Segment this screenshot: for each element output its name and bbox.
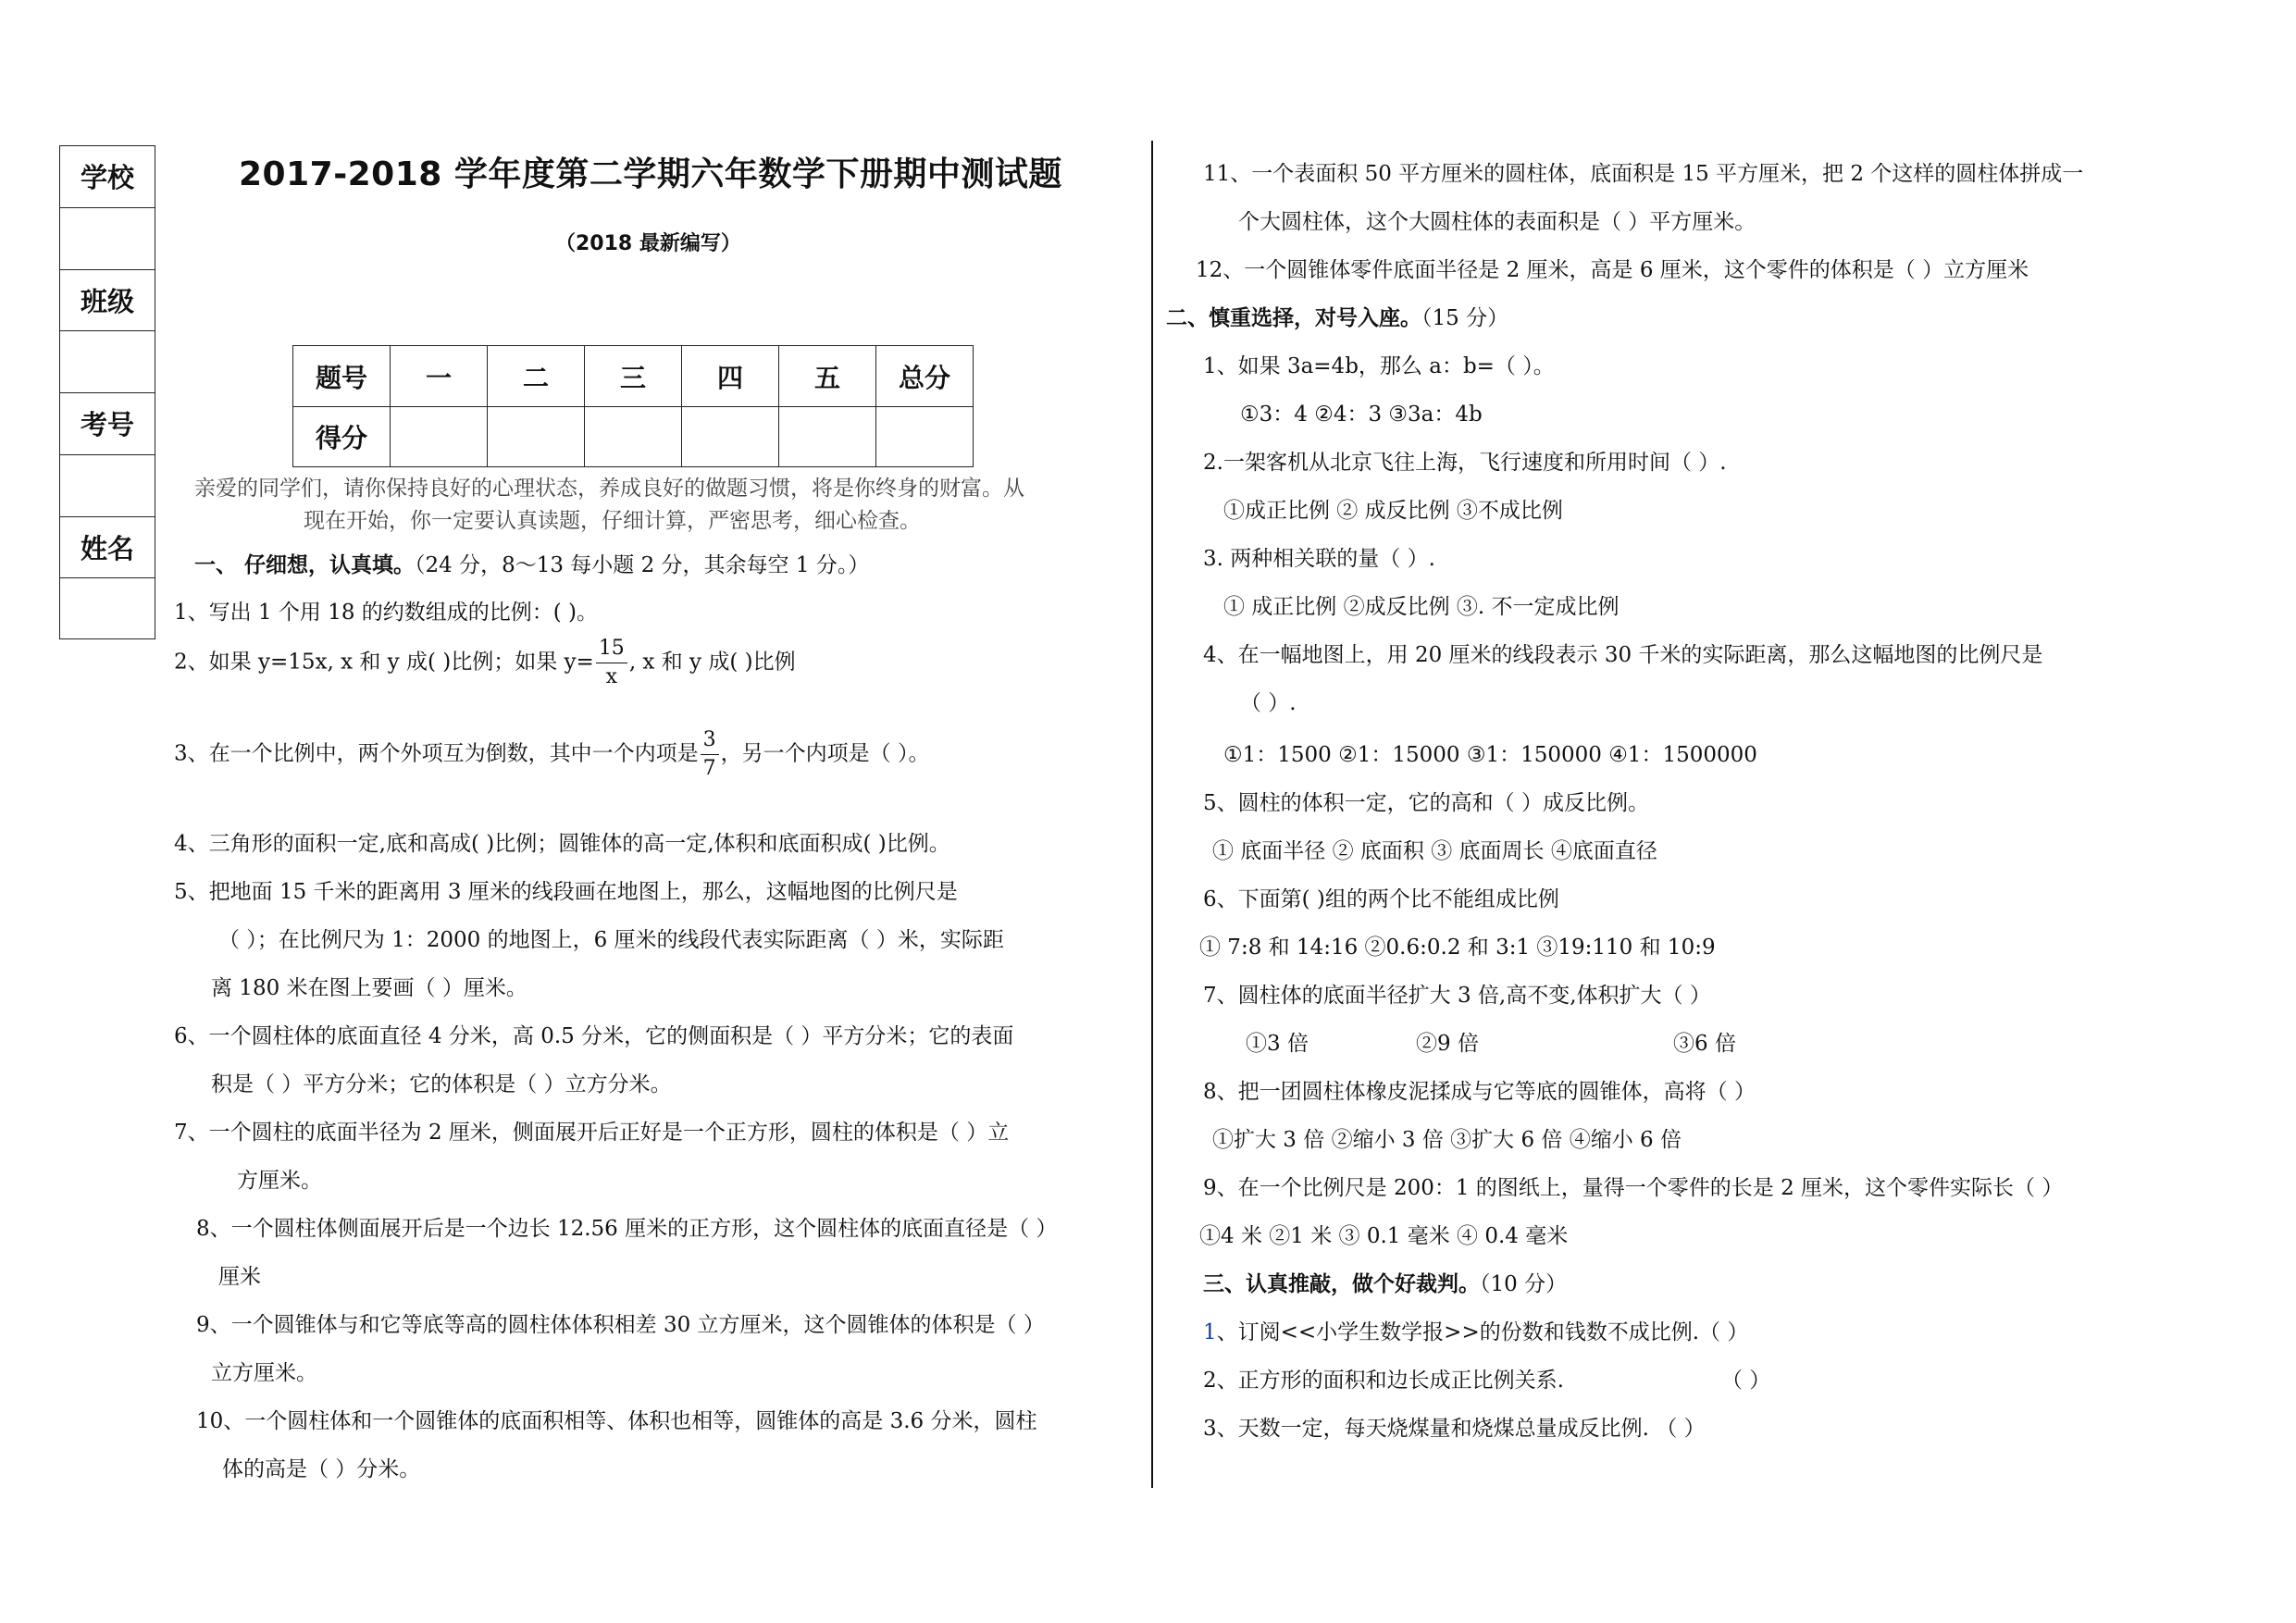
question-2-3-options: ① 成正比例 ②成反比例 ③. 不一定成比例	[1223, 595, 1620, 619]
question-1-1: 1、写出 1 个用 18 的约数组成的比例：( )。	[174, 601, 599, 625]
question-1-5-line-3: 离 180 米在图上要画（ ）厘米。	[211, 976, 527, 1000]
page-title: 2017-2018 学年度第二学期六年数学下册期中测试题	[239, 155, 1062, 193]
question-1-2-text-a: 2、如果 y=15x, x 和 y 成( )比例；如果 y=	[174, 650, 594, 675]
question-1-10-line-2: 体的高是（ ）分米。	[222, 1457, 421, 1481]
question-1-3-text-a: 3、在一个比例中，两个外项互为倒数，其中一个内项是	[174, 741, 699, 766]
score-entry-cell[interactable]	[488, 407, 585, 467]
question-2-7: 7、圆柱体的底面半径扩大 3 倍,高不变,体积扩大（ ）	[1203, 984, 1711, 1008]
question-2-8-options: ①扩大 3 倍 ②缩小 3 倍 ③扩大 6 倍 ④缩小 6 倍	[1212, 1128, 1682, 1152]
name-label: 姓名	[60, 517, 155, 579]
school-label: 学校	[60, 146, 155, 208]
question-3-1-number: 1	[1203, 1320, 1217, 1344]
column-divider	[1151, 141, 1153, 1488]
question-2-8: 8、把一团圆柱体橡皮泥揉成与它等底的圆锥体，高将（ ）	[1203, 1080, 1756, 1104]
question-2-6: 6、下面第( )组的两个比不能组成比例	[1203, 887, 1559, 911]
section-1-heading	[194, 548, 869, 578]
class-field[interactable]	[60, 331, 155, 393]
question-1-6-line-2: 积是（ ）平方分米；它的体积是（ ）立方分米。	[211, 1072, 672, 1096]
score-table-cell: 题号	[293, 346, 391, 407]
section-2-note: （15 分）	[1421, 306, 1509, 330]
fraction-15-over-x	[596, 638, 627, 688]
class-label: 班级	[60, 270, 155, 332]
question-1-3-text-b: ，另一个内项是（ ）。	[720, 741, 930, 766]
student-info-box	[59, 145, 155, 639]
question-2-4-blank: （ ）.	[1240, 691, 1297, 715]
question-1-8-line-2: 厘米	[218, 1265, 261, 1289]
score-entry-cell[interactable]	[391, 407, 488, 467]
score-table-cell: 三	[585, 346, 682, 407]
question-2-5-options: ① 底面半径 ② 底面积 ③ 底面周长 ④底面直径	[1212, 839, 1657, 863]
score-table-cell: 四	[682, 346, 779, 407]
score-table	[292, 345, 974, 467]
section-1-title: 一、 仔细想，认真填。	[194, 553, 416, 577]
question-2-3: 3. 两种相关联的量（ ）.	[1203, 547, 1435, 571]
score-entry-cell[interactable]	[585, 407, 682, 467]
question-3-2: 2、正方形的面积和边长成正比例关系.	[1203, 1369, 1564, 1393]
score-table-cell: 五	[779, 346, 876, 407]
question-2-4-options: ①1：1500 ②1：15000 ③1：150000 ④1：1500000	[1223, 743, 1757, 767]
question-3-2-blank: （ ）	[1721, 1369, 1771, 1393]
question-1-2-text-b: , x 和 y 成( )比例	[628, 650, 796, 675]
section-2-heading	[1166, 301, 1508, 331]
question-1-3	[174, 730, 929, 779]
exam-number-field[interactable]	[60, 455, 155, 517]
fraction-numerator: 3	[701, 730, 719, 755]
question-1-5-line-2: （ ）；在比例尺为 1：2000 的地图上，6 厘米的线段代表实际距离（ ）米，实际距	[218, 928, 1004, 952]
score-entry-cell[interactable]	[779, 407, 876, 467]
question-1-7-line-2: 方厘米。	[237, 1169, 322, 1193]
question-2-7-option-2: ②9 倍	[1416, 1032, 1479, 1056]
question-1-11-line-2: 个大圆柱体，这个大圆柱体的表面积是（ ）平方厘米。	[1238, 210, 1756, 234]
score-table-cell: 得分	[293, 407, 391, 467]
question-2-6-options: ① 7:8 和 14:16 ②0.6:0.2 和 3:1 ③19:110 和 10:9	[1199, 935, 1716, 960]
question-2-7-option-1: ①3 倍	[1246, 1032, 1309, 1056]
question-1-8-line-1: 8、一个圆柱体侧面展开后是一个边长 12.56 厘米的正方形，这个圆柱体的底面直径是（ ）	[196, 1217, 1058, 1241]
question-3-1-text: 、订阅<<小学生数学报>>的份数和钱数不成比例.（ ）	[1216, 1320, 1749, 1344]
section-2-title: 二、慎重选择，对号入座。	[1166, 306, 1421, 330]
section-3-heading	[1203, 1267, 1567, 1297]
question-2-1-options: ①3：4 ②4：3 ③3a：4b	[1240, 403, 1483, 427]
score-table-score-row	[293, 407, 974, 467]
section-3-title: 三、认真推敲，做个好裁判。	[1203, 1272, 1480, 1296]
intro-line-1: 亲爱的同学们，请你保持良好的心理状态，养成良好的做题习惯，将是你终身的财富。从	[194, 477, 1024, 501]
question-1-9-line-2: 立方厘米。	[211, 1361, 317, 1385]
question-1-5-line-1: 5、把地面 15 千米的距离用 3 厘米的线段画在地图上，那么，这幅地图的比例尺是	[174, 880, 958, 904]
fraction-denominator: 7	[702, 757, 716, 780]
score-table-cell: 一	[391, 346, 488, 407]
question-1-4: 4、三角形的面积一定,底和高成( )比例；圆锥体的高一定,体积和底面积成( )比例。	[174, 832, 950, 856]
section-3-note: （10 分）	[1480, 1272, 1568, 1296]
question-2-2: 2.一架客机从北京飞往上海，飞行速度和所用时间（ ）.	[1203, 451, 1727, 475]
question-2-5: 5、圆柱的体积一定，它的高和（ ）成反比例。	[1203, 791, 1649, 815]
question-2-4: 4、在一幅地图上，用 20 厘米的线段表示 30 千米的实际距离，那么这幅地图的比例尺是	[1203, 643, 2043, 667]
question-1-10-line-1: 10、一个圆柱体和一个圆锥体的底面积相等、体积也相等，圆锥体的高是 3.6 分米，圆柱	[196, 1409, 1037, 1433]
question-3-3: 3、天数一定，每天烧煤量和烧煤总量成反比例. （ ）	[1203, 1417, 1706, 1441]
score-entry-cell[interactable]	[682, 407, 779, 467]
intro-line-2: 现在开始，你一定要认真读题，仔细计算，严密思考，细心检查。	[304, 509, 921, 533]
name-field[interactable]	[60, 578, 155, 640]
fraction-numerator: 15	[596, 638, 627, 663]
question-1-7-line-1: 7、一个圆柱的底面半径为 2 厘米，侧面展开后正好是一个正方形，圆柱的体积是（ ）立	[174, 1121, 1010, 1145]
question-2-7-option-3: ③6 倍	[1673, 1032, 1736, 1056]
section-1-note: （24 分，8～13 每小题 2 分，其余每空 1 分。）	[415, 553, 870, 577]
question-1-2	[174, 638, 796, 688]
score-table-header-row	[293, 346, 974, 407]
page-subtitle: （2018 最新编写）	[555, 232, 741, 255]
question-1-6-line-1: 6、一个圆柱体的底面直径 4 分米，高 0.5 分米，它的侧面积是（ ）平方分米；它的表面	[174, 1024, 1014, 1048]
question-2-9: 9、在一个比例尺是 200：1 的图纸上，量得一个零件的长是 2 厘米，这个零件实际长（ ）	[1203, 1176, 2064, 1200]
question-1-11-line-1: 11、一个表面积 50 平方厘米的圆柱体，底面积是 15 平方厘米，把 2 个这样的圆柱体拼成一	[1203, 162, 2084, 186]
question-2-1: 1、如果 3a=4b，那么 a：b=（ ）。	[1203, 354, 1555, 378]
exam-number-label: 考号	[60, 393, 155, 455]
fraction-denominator: x	[605, 665, 618, 688]
school-field[interactable]	[60, 208, 155, 270]
question-1-12: 12、一个圆锥体零件底面半径是 2 厘米，高是 6 厘米，这个零件的体积是（ ）立方厘米	[1196, 258, 2029, 282]
fraction-3-over-7	[701, 730, 719, 779]
question-3-1	[1203, 1315, 1748, 1345]
question-1-9-line-1: 9、一个圆锥体与和它等底等高的圆柱体体积相差 30 立方厘米，这个圆锥体的体积是（ ）	[196, 1313, 1045, 1337]
score-table-cell: 二	[488, 346, 585, 407]
question-2-9-options: ①4 米 ②1 米 ③ 0.1 毫米 ④ 0.4 毫米	[1199, 1224, 1569, 1248]
question-2-2-options: ①成正比例 ② 成反比例 ③不成比例	[1223, 499, 1563, 523]
score-table-cell: 总分	[876, 346, 974, 407]
score-entry-cell[interactable]	[876, 407, 974, 467]
